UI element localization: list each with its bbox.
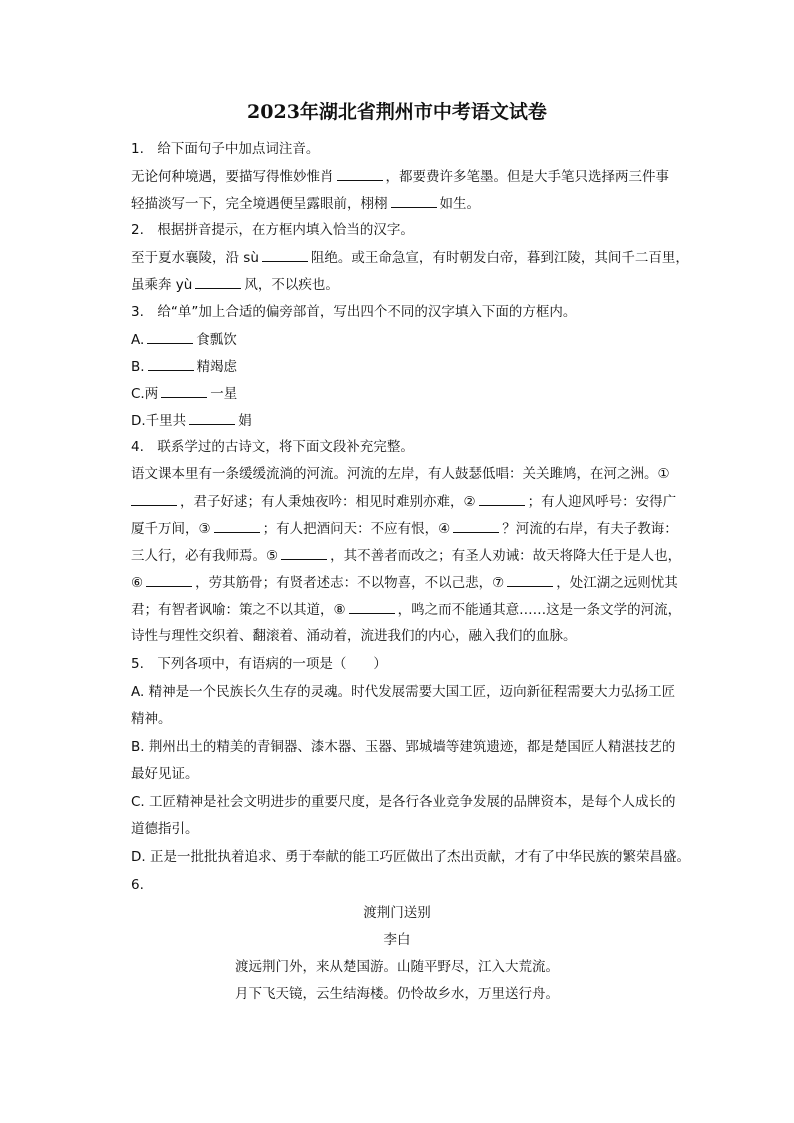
question-3-prompt: 3. 给“单”加上合适的偏旁部首，写出四个不同的汉字填入下面的方框内。	[131, 304, 577, 320]
question-4-passage-line-7: 诗性与理性交织着、翻滚着、涌动着，流进我们的内心，融入我们的血脉。	[131, 628, 577, 644]
question-4-passage-line-3: 厦千万间，③ ；有人把酒问天：不应有恨，④ ？河流的右岸，有夫子教诲：	[131, 521, 678, 537]
question-5-option-a-line-1: A. 精神是一个民族长久生存的灵魂。时代发展需要大国工匠，迈向新征程需要大力弘扬工匠	[131, 684, 676, 700]
answer-blank[interactable]	[147, 330, 193, 344]
answer-blank[interactable]	[349, 600, 395, 614]
question-3-option-a: A. 食瓢饮	[131, 332, 237, 348]
answer-blank[interactable]	[391, 194, 437, 208]
question-4-passage-line-6: 君；有智者讽喻：策之不以其道，⑧ ，鸣之而不能通其意……这是一条文学的河流，	[131, 602, 682, 618]
answer-blank[interactable]	[161, 384, 207, 398]
question-5-prompt: 5. 下列各项中，有语病的一项是（ ）	[131, 656, 387, 672]
question-2-text-line-2: 虽乘奔 yù 风，不以疾也。	[131, 277, 339, 293]
question-4-passage-line-5: ⑥ ，劳其筋骨；有贤者述志：不以物喜，不以己悲，⑦ ，处江湖之远则忧其	[131, 575, 678, 591]
question-6-number: 6.	[131, 877, 144, 893]
answer-blank[interactable]	[453, 519, 499, 533]
question-5-option-b-line-2: 最好见证。	[131, 766, 199, 782]
question-3-option-d: D.千里共 娟	[131, 413, 252, 429]
question-4-passage-line-1: 语文课本里有一条缓缓流淌的河流。河流的左岸，有人鼓瑟低唱：关关雎鸠，在河之洲。①	[131, 466, 670, 482]
answer-blank[interactable]	[148, 357, 194, 371]
question-5-option-a-line-2: 精神。	[131, 711, 172, 727]
answer-blank[interactable]	[131, 492, 177, 506]
poem-author: 李白	[383, 932, 411, 948]
answer-blank[interactable]	[214, 519, 260, 533]
question-1-prompt: 1. 给下面句子中加点词注音。	[131, 141, 320, 157]
answer-blank[interactable]	[195, 275, 241, 289]
page-title: 2023年湖北省荆州市中考语文试卷	[247, 101, 547, 123]
question-2-text-line-1: 至于夏水襄陵，沿 sù 阻绝。或王命急宣，有时朝发白帝，暮到江陵，其间千二百里，	[131, 250, 689, 266]
answer-blank[interactable]	[146, 573, 192, 587]
poem-title: 渡荆门送别	[363, 905, 431, 921]
answer-blank[interactable]	[479, 492, 525, 506]
question-5-option-d: D. 正是一批批执着追求、勇于奉献的能工巧匠做出了杰出贡献，才有了中华民族的繁荣昌盛。	[131, 849, 690, 865]
question-4-passage-line-2: ，君子好逑；有人秉烛夜吟：相见时难别亦难，② ；有人迎风呼号：安得广	[131, 492, 676, 511]
answer-blank[interactable]	[337, 167, 383, 181]
question-3-option-c: C.两 一星	[131, 386, 238, 402]
question-2-prompt: 2. 根据拼音提示，在方框内填入恰当的汉字。	[131, 222, 414, 238]
question-4-passage-line-4: 三人行，必有我师焉。⑤ ，其不善者而改之；有圣人劝诫：故天将降大任于是人也，	[131, 548, 682, 564]
question-5-option-c-line-1: C. 工匠精神是社会文明进步的重要尺度，是各行各业竞争发展的品牌资本，是每个人成长的	[131, 794, 676, 810]
question-5-option-b-line-1: B. 荆州出土的精美的青铜器、漆木器、玉器、郢城墙等建筑遗迹，都是楚国匠人精湛技艺的	[131, 739, 676, 755]
question-5-option-c-line-2: 道德指引。	[131, 821, 199, 837]
question-3-option-b: B. 精竭虑	[131, 359, 238, 375]
answer-blank[interactable]	[262, 248, 308, 262]
answer-blank[interactable]	[189, 411, 235, 425]
question-4-prompt: 4. 联系学过的古诗文，将下面文段补充完整。	[131, 439, 414, 455]
question-1-sentence-line-2: 轻描淡写一下，完全境遇便呈露眼前，栩栩 如生。	[131, 196, 480, 212]
answer-blank[interactable]	[507, 573, 553, 587]
answer-blank[interactable]	[281, 546, 327, 560]
question-1-sentence-line-1: 无论何种境遇，要描写得惟妙惟肖 ，都要费许多笔墨。但是大手笔只选择两三件事	[131, 169, 669, 185]
poem-line-1: 渡远荆门外，来从楚国游。山随平野尽，江入大荒流。	[235, 959, 559, 975]
poem-line-2: 月下飞天镜，云生结海楼。仍怜故乡水，万里送行舟。	[235, 986, 559, 1002]
